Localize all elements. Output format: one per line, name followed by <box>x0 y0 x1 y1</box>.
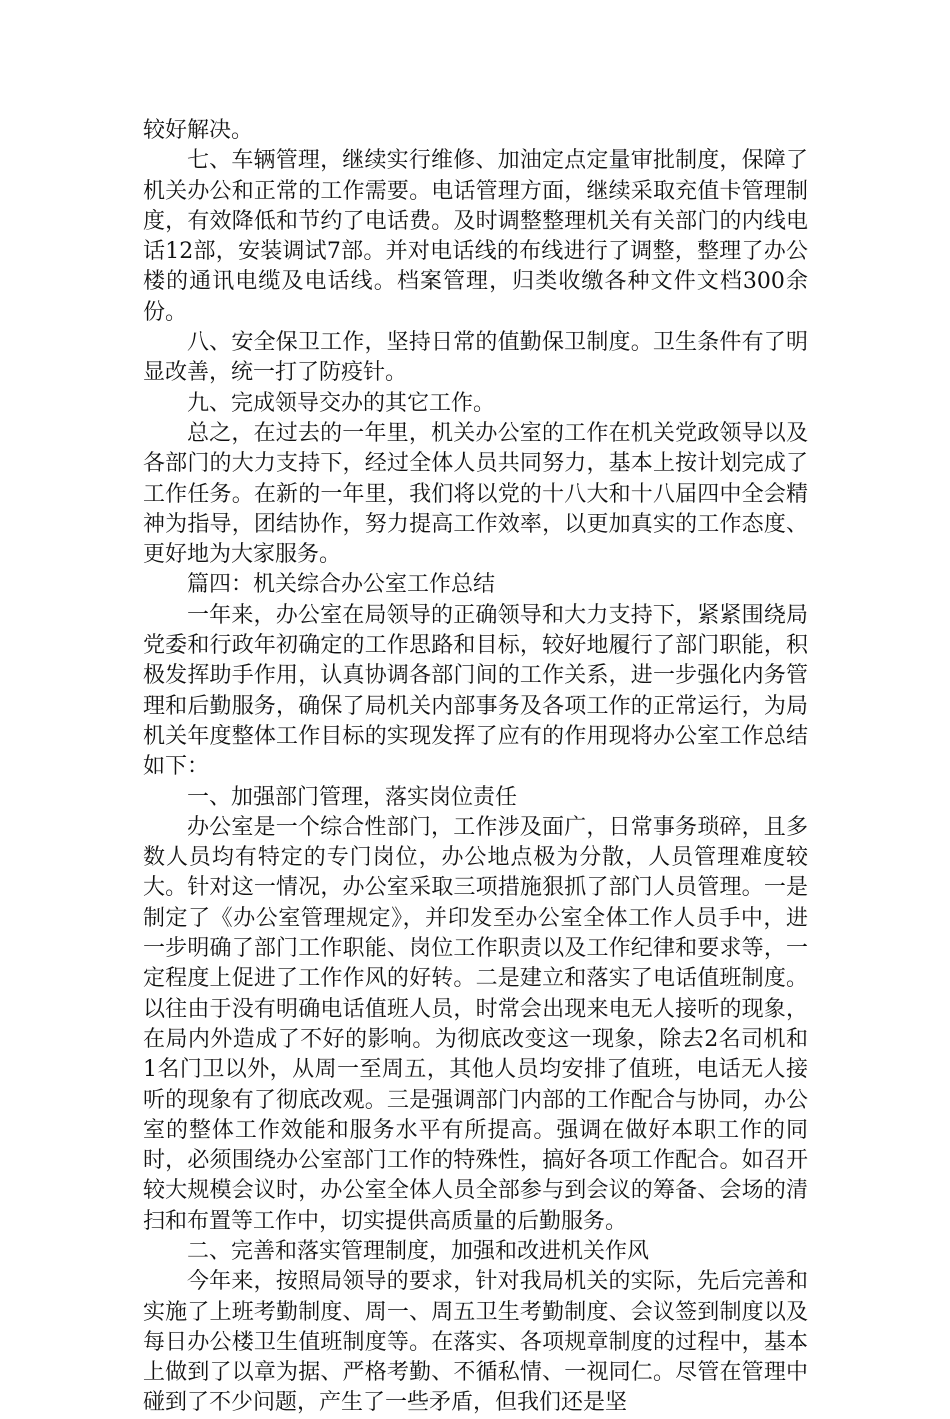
paragraph-security: 八、安全保卫工作，坚持日常的值勤保卫制度。卫生条件有了明显改善，统一打了防疫针。 <box>143 330 808 386</box>
paragraph-vehicle-management: 七、车辆管理，继续实行维修、加油定点定量审批制度，保障了机关办公和正常的工作需要。电话管理方面，继续采取充值卡管理制度，有效降低和节约了电话费。及时调整整理机关有关部门的内线电话12部，安装调试7部。并对电话线的布线进行了调整，整理了办公楼的通讯电缆及电话线。档案管理，归类收缴各种文件文档300余份。 <box>143 148 808 325</box>
paragraph-intro: 一年来，办公室在局领导的正确领导和大力支持下，紧紧围绕局党委和行政年初确定的工作思路和目标，较好地履行了部门职能，积极发挥助手作用，认真协调各部门间的工作关系，进一步强化内务管理和后勤服务，确保了局机关内部事务及各项工作的正常运行，为局机关年度整体工作目标的实现发挥了应有的作用现将办公室工作总结如下： <box>143 602 808 780</box>
paragraph-other-tasks: 九、完成领导交办的其它工作。 <box>187 390 496 416</box>
document-page <box>143 116 808 1419</box>
heading-department-management: 一、加强部门管理，落实岗位责任 <box>187 784 518 810</box>
paragraph-continuation: 较好解决。 <box>143 118 254 143</box>
paragraph-management-system: 今年来，按照局领导的要求，针对我局机关的实际，先后完善和实施了上班考勤制度、周一、周五卫生考勤制度、会议签到制度以及每日办公楼卫生值班制度等。在落实、各项规章制度的过程中，基本上做到了以章为据、严格考勤、不循私情、一视同仁。尽管在管理中碰到了不少问题，产生了一些矛盾，但我们还是坚 <box>143 1269 808 1416</box>
paragraph-department-management: 办公室是一个综合性部门，工作涉及面广，日常事务琐碎，且多数人员均有特定的专门岗位，办公地点极为分散，人员管理难度较大。针对这一情况，办公室采取三项措施狠抓了部门人员管理。一是制定了《办公室管理规定》，并印发至办公室全体工作人员手中，进一步明确了部门工作职能、岗位工作职责以及工作纪律和要求等，一定程度上促进了工作作风的好转。二是建立和落实了电话值班制度。以往由于没有明确电话值班人员，时常会出现来电无人接听的现象，在局内外造成了不好的影响。为彻底改变这一现象，除去2名司机和1名门卫以外，从周一至周五，其他人员均安排了值班，电话无人接听的现象有了彻底改观。三是强调部门内部的工作配合与协同，办公室的整体工作效能和服务水平有所提高。强调在做好本职工作的同时，必须围绕办公室部门工作的特殊性，搞好各项工作配合。如召开较大规模会议时，办公室全体人员全部参与到会议的筹备、会场的清扫和布置等工作中，切实提供高质量的后勤服务。 <box>143 814 808 1234</box>
paragraph-summary: 总之，在过去的一年里，机关办公室的工作在机关党政领导以及各部门的大力支持下，经过全体人员共同努力，基本上按计划完成了工作任务。在新的一年里，我们将以党的十八大和十八届四中全会精神为指导，团结协作，努力提高工作效率，以更加真实的工作态度、更好地为大家服务。 <box>143 420 808 568</box>
heading-management-system: 二、完善和落实管理制度，加强和改进机关作风 <box>187 1238 650 1264</box>
section-title-part-four: 篇四：机关综合办公室工作总结 <box>187 572 496 598</box>
